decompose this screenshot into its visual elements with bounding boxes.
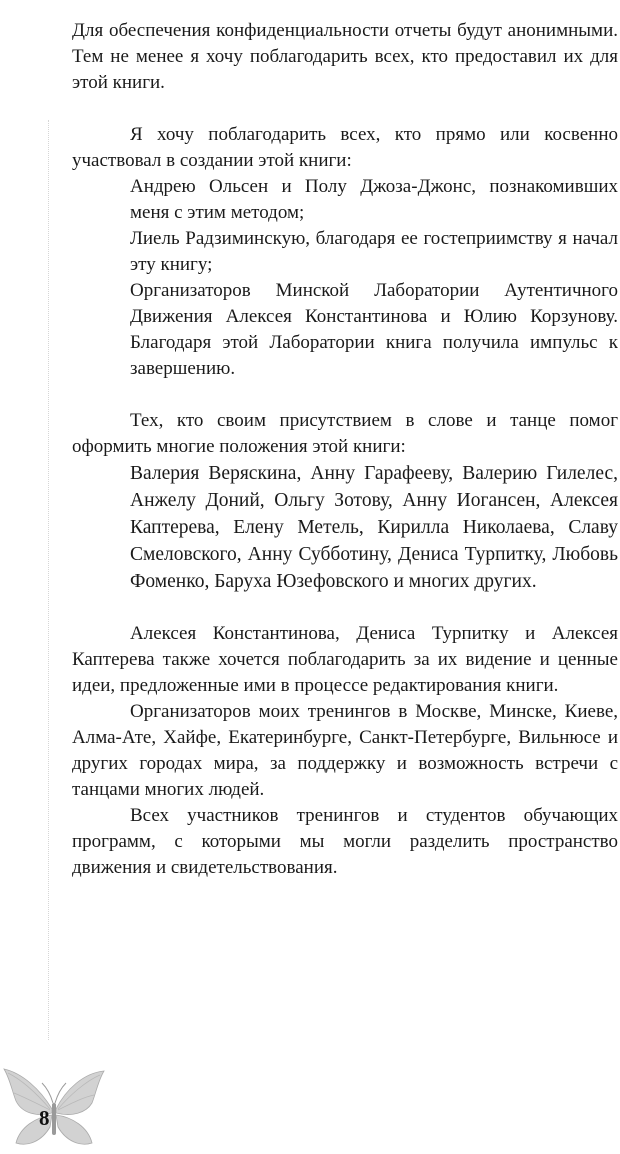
butterfly-icon (0, 1063, 110, 1154)
paragraph-gap (72, 382, 618, 408)
thanks-list (130, 174, 618, 382)
participants-thanks-paragraph: Всех участников тренингов и студентов обучающих программ, с которыми мы могли разделить пространство движения и свидетельствования. (72, 805, 618, 878)
intro-paragraph: Для обеспечения конфиденциальности отчеты будут анонимными. Тем не менее я хочу поблагодарить всех, кто предоставил их для этой книги. (72, 20, 618, 93)
organizers-thanks-paragraph: Организаторов моих тренингов в Москве, Минске, Киеве, Алма-Ате, Хайфе, Екатеринбурге, Санкт-Петербурге, Вильнюсе и других городах мира, за поддержку и возможность встречи с танцами многих людей. (72, 701, 618, 800)
paragraph-gap (72, 595, 618, 621)
page-body (72, 18, 618, 881)
thanks-list-item: Лиель Радзиминскую, благодаря ее гостеприимству я начал эту книгу; (130, 228, 618, 275)
vision-thanks-paragraph: Алексея Константинова, Дениса Турпитку и Алексея Каптерева также хочется поблагодарить за их видение и ценные идеи, предложенные ими в процессе редактирования книги. (72, 623, 618, 696)
margin-guide (48, 120, 49, 1040)
dance-intro-paragraph: Тех, кто своим присутствием в слове и танце помог оформить многие положения этой книги: (72, 410, 618, 457)
dance-names-paragraph: Валерия Веряскина, Анну Гарафееву, Валерию Гилелес, Анжелу Доний, Ольгу Зотову, Анну Иогансен, Алексея Каптерева, Елену Метель, Кирилла Николаева, Славу Смеловского, Анну Субботину, Дениса Турпитку, Любовь Фоменко, Баруха Юзефовского и многих других. (130, 463, 618, 592)
thanks-intro-paragraph: Я хочу поблагодарить всех, кто прямо или косвенно участвовал в создании этой книги: (72, 124, 618, 171)
thanks-list-item: Организаторов Минской Лаборатории Аутентичного Движения Алексея Константинова и Юлию Корзунову. Благодаря этой Лаборатории книга получила импульс к завершению. (130, 280, 618, 379)
thanks-list-item: Андрею Ольсен и Полу Джоза-Джонс, познакомивших меня с этим методом; (130, 176, 618, 223)
dance-names-list (130, 460, 618, 595)
page-number: 8 (39, 1106, 50, 1130)
